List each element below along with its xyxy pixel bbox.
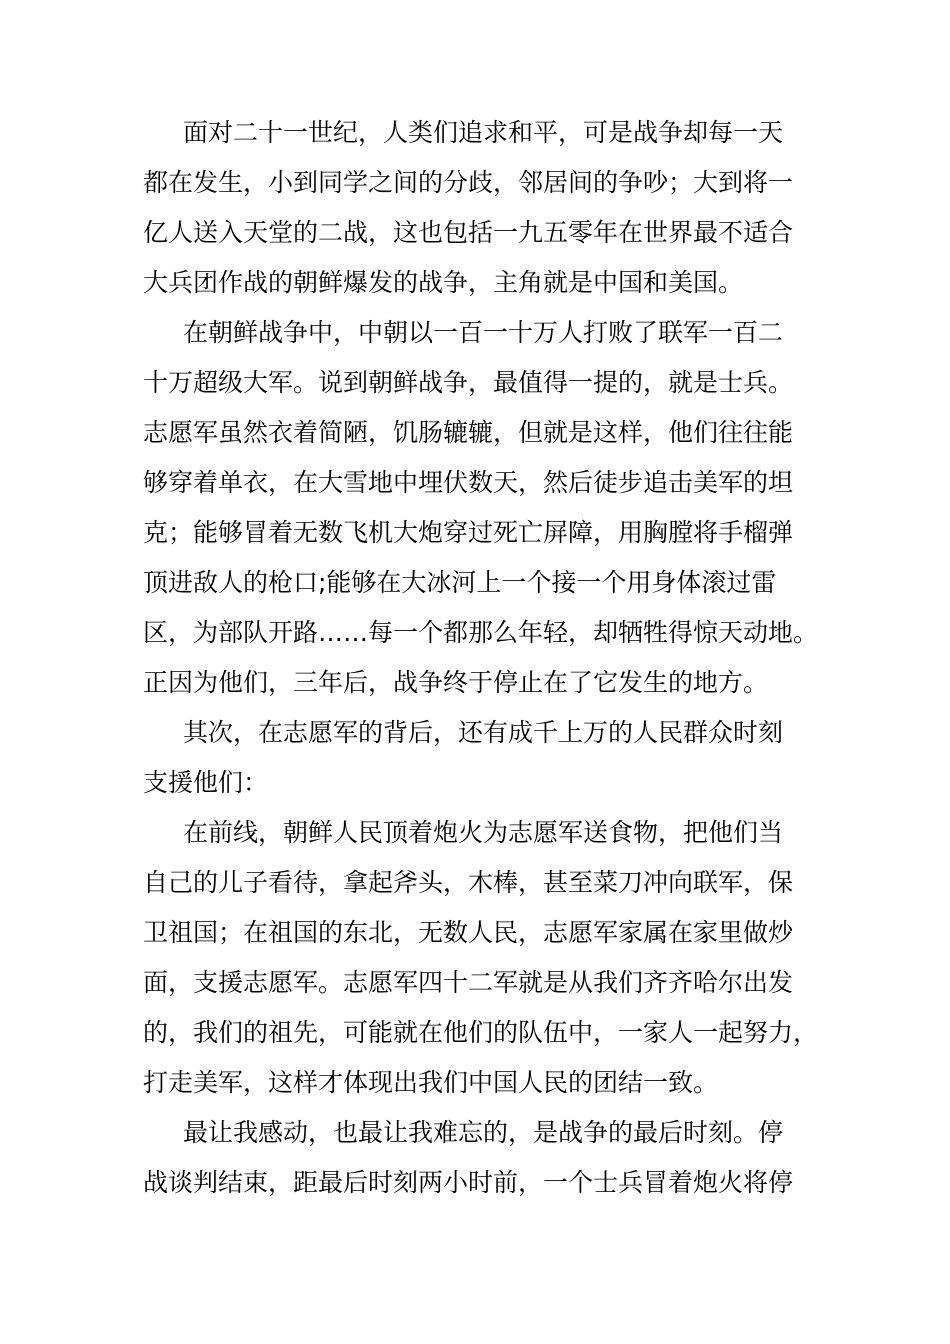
paragraph-2-line-2: 十万超级大军。说到朝鲜战争，最值得一提的，就是士兵。 — [143, 368, 794, 397]
paragraph-2-line-3: 志愿军虽然衣着简陋，饥肠辘辘，但就是这样，他们往往能 — [143, 418, 794, 447]
paragraph-3-line-2: 支援他们： — [143, 768, 269, 797]
paragraph-2-line-6: 顶进敌人的枪口;能够在大冰河上一个接一个用身体滚过雷 — [143, 568, 777, 597]
paragraph-5-line-2: 战谈判结束，距最后时刻两小时前，一个士兵冒着炮火将停 — [143, 1168, 794, 1197]
paragraph-2-line-8: 正因为他们，三年后，战争终于停止在了它发生的地方。 — [143, 668, 769, 697]
paragraph-2-line-4: 够穿着单衣，在大雪地中埋伏数天，然后徒步追击美军的坦 — [143, 468, 794, 497]
paragraph-1-line-2: 都在发生，小到同学之间的分歧，邻居间的争吵；大到将一 — [143, 168, 794, 197]
paragraph-2-line-7: 区，为部队开路……每一个都那么年轻，却牺牲得惊天动地。 — [143, 618, 819, 647]
paragraph-1-line-1: 面对二十一世纪，人类们追求和平，可是战争却每一天 — [183, 118, 784, 147]
paragraph-4-line-3: 卫祖国；在祖国的东北，无数人民，志愿军家属在家里做炒 — [143, 918, 794, 947]
paragraph-4-line-1: 在前线，朝鲜人民顶着炮火为志愿军送食物，把他们当 — [183, 818, 784, 847]
paragraph-5-line-1: 最让我感动，也最让我难忘的，是战争的最后时刻。停 — [183, 1118, 784, 1147]
paragraph-4-line-5: 的，我们的祖先，可能就在他们的队伍中，一家人一起努力， — [143, 1018, 819, 1047]
paragraph-3-line-1: 其次，在志愿军的背后，还有成千上万的人民群众时刻 — [183, 718, 784, 747]
paragraph-1-line-4: 大兵团作战的朝鲜爆发的战争，主角就是中国和美国。 — [143, 268, 744, 297]
paragraph-4-line-2: 自己的儿子看待，拿起斧头，木棒，甚至菜刀冲向联军，保 — [143, 868, 794, 897]
paragraph-4-line-4: 面，支援志愿军。志愿军四十二军就是从我们齐齐哈尔出发 — [143, 968, 794, 997]
paragraph-2-line-5: 克；能够冒着无数飞机大炮穿过死亡屏障，用胸膛将手榴弹 — [143, 518, 794, 547]
paragraph-4-line-6: 打走美军，这样才体现出我们中国人民的团结一致。 — [143, 1068, 719, 1097]
paragraph-1-line-3: 亿人送入天堂的二战，这也包括一九五零年在世界最不适合 — [143, 218, 794, 247]
paragraph-2-line-1: 在朝鲜战争中，中朝以一百一十万人打败了联军一百二 — [183, 318, 784, 347]
